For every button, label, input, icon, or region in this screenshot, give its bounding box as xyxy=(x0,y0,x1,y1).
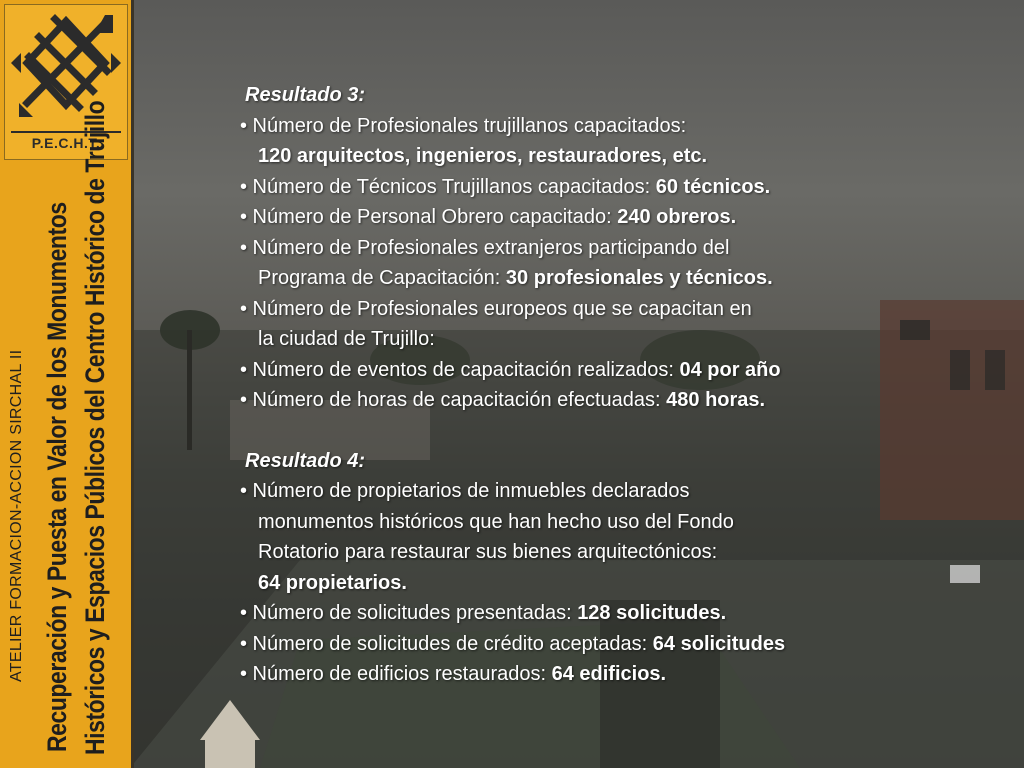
r3-bullet4-text: • Número de Profesionales extranjeros participando del xyxy=(240,236,730,259)
r4-bullet4-value: 64 edificios. xyxy=(551,663,667,685)
r4-bullet4-text: • Número de edificios restaurados: xyxy=(240,663,552,685)
r3-bullet4-value: 30 profesionales y técnicos. xyxy=(505,267,773,289)
r3-bullet3-value: 240 obreros. xyxy=(617,206,737,228)
r3-bullet2 xyxy=(240,172,1000,203)
r3-bullet2-text: • Número de Técnicos Trujillanos capacitados: xyxy=(240,175,656,198)
r3-bullet5-cont xyxy=(240,324,1000,355)
r3-bullet5-text: • Número de Profesionales europeos que se capacitan en xyxy=(240,297,752,320)
r4-bullet1-value: 64 propietarios. xyxy=(258,571,407,594)
r3-bullet4 xyxy=(240,233,1000,264)
r3-bullet1-text: • Número de Profesionales trujillanos capacitados: xyxy=(240,114,687,137)
results-text xyxy=(240,80,1000,690)
r4-bullet2-text: • Número de solicitudes presentadas: xyxy=(240,602,578,624)
r4-bullet2-value: 128 solicitudes. xyxy=(577,602,727,624)
r3-bullet1 xyxy=(240,111,1000,142)
project-title-line1: Recuperación y Puesta en Valor de los Monumentos xyxy=(42,202,72,752)
r4-bullet1-cont1 xyxy=(240,507,1000,538)
r3-bullet3-text: • Número de Personal Obrero capacitado: xyxy=(240,206,618,228)
section-spacer xyxy=(240,416,1000,446)
r3-bullet7 xyxy=(240,385,1000,416)
r4-bullet1-text2: monumentos históricos que han hecho uso del Fondo xyxy=(258,510,734,533)
r4-bullet1-cont2 xyxy=(240,537,1000,568)
atelier-label: ATELIER FORMACION-ACCION SIRCHAL II xyxy=(8,349,25,682)
resultado3-heading: Resultado 3: xyxy=(245,84,366,106)
r3-bullet6-value: 04 por año xyxy=(679,358,781,381)
r3-bullet1-value-line xyxy=(240,141,1000,172)
r3-bullet5 xyxy=(240,294,1000,325)
r3-bullet2-value: 60 técnicos. xyxy=(655,175,771,198)
r4-bullet1-text3: Rotatorio para restaurar sus bienes arquitectónicos: xyxy=(258,541,718,563)
sidebar-divider xyxy=(131,0,134,768)
r4-bullet1-text: • Número de propietarios de inmuebles declarados xyxy=(240,480,690,502)
logo-label: P.E.C.H.T. xyxy=(11,131,121,151)
r3-bullet4-cont xyxy=(240,263,1000,294)
r3-bullet6 xyxy=(240,355,1000,386)
r4-bullet3-value: 64 solicitudes xyxy=(652,632,786,655)
r4-bullet4 xyxy=(240,659,1000,690)
r3-bullet6-text: • Número de eventos de capacitación realizados: xyxy=(240,358,680,381)
r4-bullet1 xyxy=(240,476,1000,507)
r4-bullet1-value-line xyxy=(240,568,1000,599)
r4-bullet2 xyxy=(240,598,1000,629)
r3-bullet4-text2: Programa de Capacitación: xyxy=(258,267,506,289)
resultado4-heading: Resultado 4: xyxy=(245,449,366,472)
r4-bullet3 xyxy=(240,629,1000,660)
r3-bullet7-text: • Número de horas de capacitación efectuadas: xyxy=(240,389,667,411)
r3-bullet7-value: 480 horas. xyxy=(666,389,766,411)
project-title-line2: Históricos y Espacios Públicos del Centro Histórico de Trujillo xyxy=(80,100,110,755)
r3-bullet1-value: 120 arquitectos, ingenieros, restauradores, etc. xyxy=(258,145,708,167)
r3-bullet3 xyxy=(240,202,1000,233)
r4-bullet3-text: • Número de solicitudes de crédito aceptadas: xyxy=(240,632,653,655)
r3-bullet5-text2: la ciudad de Trujillo: xyxy=(258,328,435,350)
